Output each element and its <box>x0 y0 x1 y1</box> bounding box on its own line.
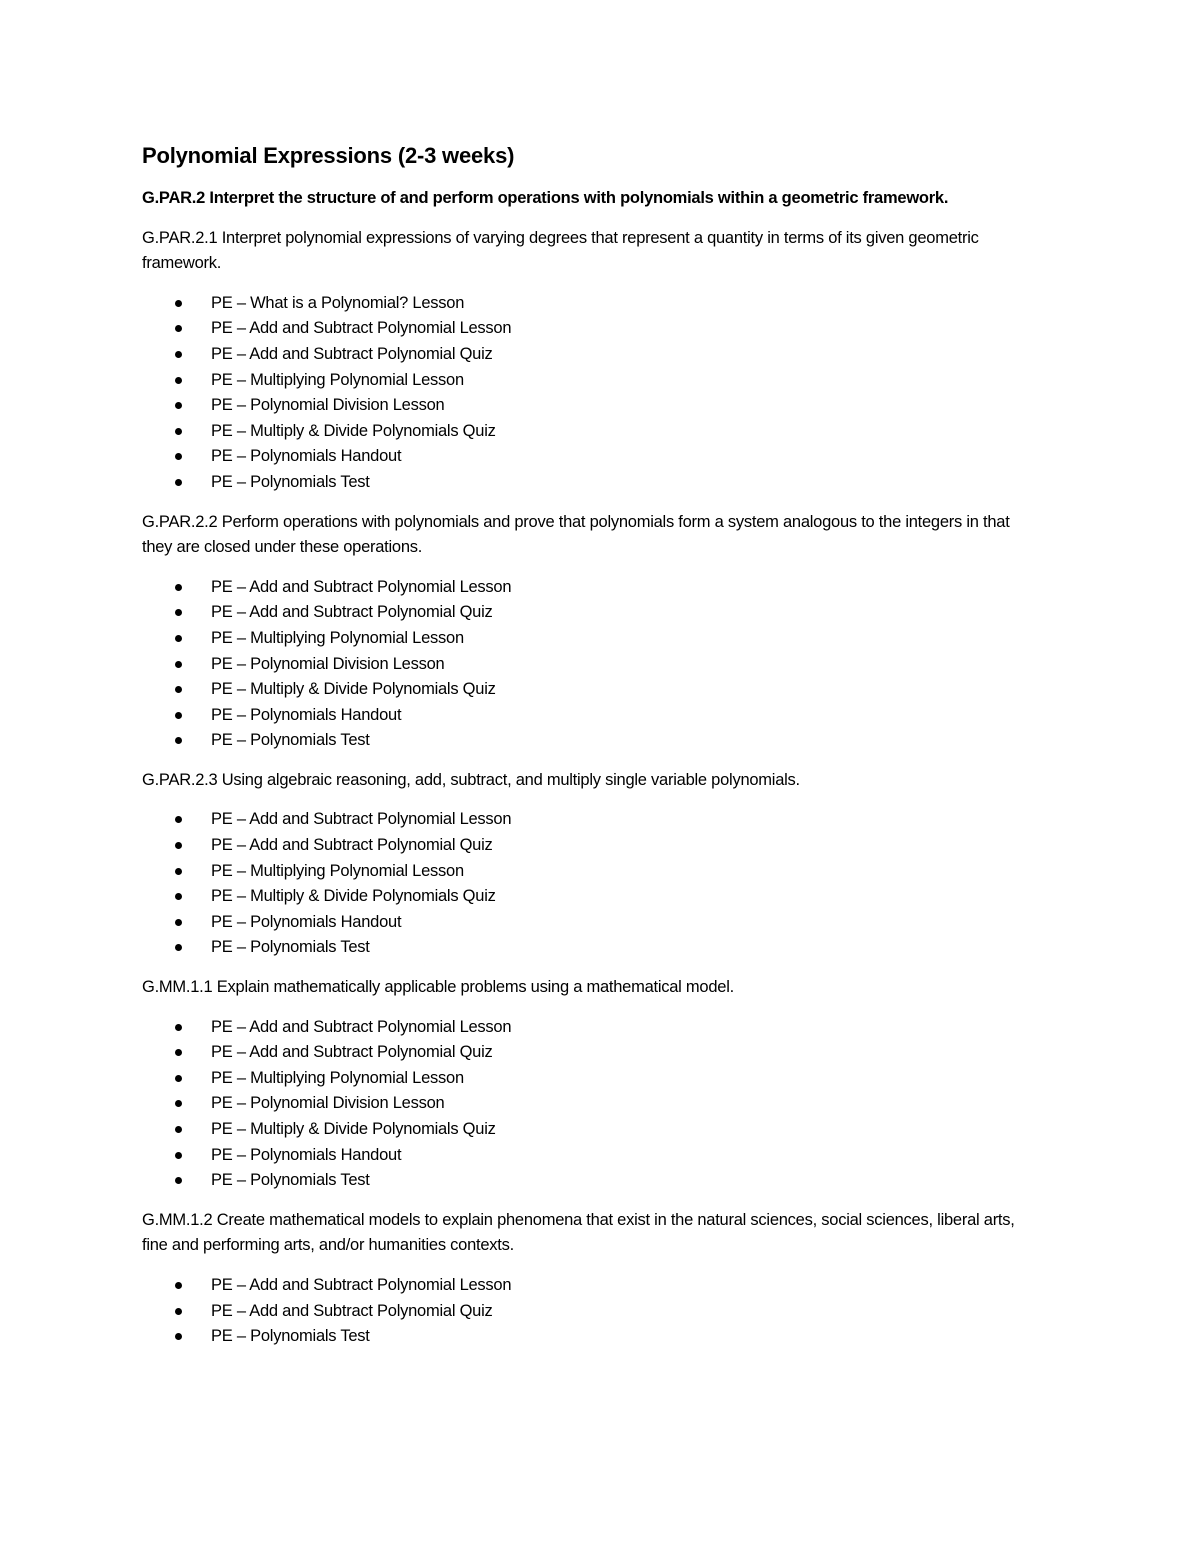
activity-list <box>142 575 1042 754</box>
standard-description: G.MM.1.1 Explain mathematically applicable problems using a mathematical model. <box>142 978 734 997</box>
bullet-icon <box>175 1308 182 1315</box>
list-item <box>142 1015 1042 1041</box>
list-item <box>142 935 1042 961</box>
standard-description: G.PAR.2.3 Using algebraic reasoning, add, subtract, and multiply single variable polynomials. <box>142 770 800 789</box>
list-item <box>142 1168 1042 1194</box>
bullet-icon <box>175 737 182 744</box>
list-item-label: PE – Polynomials Test <box>211 472 370 491</box>
bullet-icon <box>175 1333 182 1340</box>
list-item-label: PE – Multiply & Divide Polynomials Quiz <box>211 887 496 906</box>
bullet-icon <box>175 661 182 668</box>
bullet-icon <box>175 1126 182 1133</box>
list-item-label: PE – Polynomial Division Lesson <box>211 396 445 415</box>
standard-section <box>142 226 1042 496</box>
bullet-icon <box>175 325 182 332</box>
bullet-icon <box>175 428 182 435</box>
list-item-label: PE – What is a Polynomial? Lesson <box>211 293 465 312</box>
list-item-label: PE – Multiplying Polynomial Lesson <box>211 628 464 647</box>
list-item <box>142 1040 1042 1066</box>
list-item-label: PE – Add and Subtract Polynomial Quiz <box>211 1043 493 1062</box>
bullet-icon <box>175 1075 182 1082</box>
list-item-label: PE – Polynomials Test <box>211 731 370 750</box>
bullet-icon <box>175 377 182 384</box>
list-item <box>142 1273 1042 1299</box>
bullet-icon <box>175 816 182 823</box>
bullet-icon <box>175 609 182 616</box>
list-item <box>142 291 1042 317</box>
list-item-label: PE – Add and Subtract Polynomial Quiz <box>211 1301 493 1320</box>
standard-description: G.MM.1.2 Create mathematical models to explain phenomena that exist in the natural sciences, social sciences, liberal arts, fine and performing arts, and/or humanities contexts. <box>142 1210 1015 1255</box>
bullet-icon <box>175 686 182 693</box>
list-item-label: PE – Add and Subtract Polynomial Lesson <box>211 810 512 829</box>
list-item-label: PE – Polynomials Handout <box>211 912 402 931</box>
list-item-label: PE – Add and Subtract Polynomial Quiz <box>211 603 493 622</box>
bullet-icon <box>175 1152 182 1159</box>
list-item <box>142 444 1042 470</box>
bullet-icon <box>175 479 182 486</box>
list-item <box>142 652 1042 678</box>
list-item <box>142 600 1042 626</box>
list-item-label: PE – Polynomial Division Lesson <box>211 1094 445 1113</box>
bullet-icon <box>175 1049 182 1056</box>
bullet-icon <box>175 1282 182 1289</box>
list-item <box>142 703 1042 729</box>
main-standard-heading: G.PAR.2 Interpret the structure of and perform operations with polynomials within a geometric framework. <box>142 189 949 207</box>
list-item <box>142 833 1042 859</box>
bullet-icon <box>175 1024 182 1031</box>
list-item <box>142 859 1042 885</box>
list-item-label: PE – Add and Subtract Polynomial Lesson <box>211 1275 512 1294</box>
bullet-icon <box>175 868 182 875</box>
standard-description: G.PAR.2.2 Perform operations with polynomials and prove that polynomials form a system analogous to the integers in that they are closed under these operations. <box>142 512 1010 557</box>
standard-section <box>142 1208 1042 1350</box>
list-item <box>142 470 1042 496</box>
list-item <box>142 1324 1042 1350</box>
bullet-icon <box>175 635 182 642</box>
list-item <box>142 342 1042 368</box>
list-item <box>142 728 1042 754</box>
list-item-label: PE – Polynomials Handout <box>211 447 402 466</box>
list-item-label: PE – Multiplying Polynomial Lesson <box>211 370 464 389</box>
list-item-label: PE – Polynomials Test <box>211 1327 370 1346</box>
list-item-label: PE – Polynomial Division Lesson <box>211 654 445 673</box>
document-body <box>142 140 1042 1350</box>
list-item-label: PE – Polynomials Test <box>211 938 370 957</box>
standards-sections <box>142 226 1042 1350</box>
list-item-label: PE – Add and Subtract Polynomial Lesson <box>211 577 512 596</box>
activity-list <box>142 807 1042 961</box>
list-item <box>142 677 1042 703</box>
list-item <box>142 1091 1042 1117</box>
list-item-label: PE – Polynomials Handout <box>211 705 402 724</box>
bullet-icon <box>175 1177 182 1184</box>
standard-section <box>142 975 1042 1194</box>
bullet-icon <box>175 842 182 849</box>
bullet-icon <box>175 712 182 719</box>
list-item-label: PE – Multiply & Divide Polynomials Quiz <box>211 680 496 699</box>
list-item-label: PE – Multiply & Divide Polynomials Quiz <box>211 421 496 440</box>
list-item <box>142 1299 1042 1325</box>
activity-list <box>142 291 1042 496</box>
list-item <box>142 807 1042 833</box>
bullet-icon <box>175 919 182 926</box>
list-item <box>142 1143 1042 1169</box>
bullet-icon <box>175 402 182 409</box>
bullet-icon <box>175 584 182 591</box>
list-item <box>142 316 1042 342</box>
list-item <box>142 1066 1042 1092</box>
list-item-label: PE – Polynomials Handout <box>211 1145 402 1164</box>
list-item-label: PE – Multiplying Polynomial Lesson <box>211 861 464 880</box>
list-item <box>142 626 1042 652</box>
list-item <box>142 1117 1042 1143</box>
list-item <box>142 393 1042 419</box>
list-item-label: PE – Add and Subtract Polynomial Quiz <box>211 344 493 363</box>
standard-section <box>142 768 1042 961</box>
list-item <box>142 368 1042 394</box>
list-item-label: PE – Multiply & Divide Polynomials Quiz <box>211 1120 496 1138</box>
list-item-label: PE – Polynomials Test <box>211 1171 370 1190</box>
bullet-icon <box>175 453 182 460</box>
bullet-icon <box>175 1100 182 1107</box>
activity-list <box>142 1015 1042 1194</box>
list-item <box>142 910 1042 936</box>
list-item-label: PE – Add and Subtract Polynomial Lesson <box>211 319 512 338</box>
list-item <box>142 884 1042 910</box>
bullet-icon <box>175 300 182 307</box>
list-item <box>142 575 1042 601</box>
list-item-label: PE – Multiplying Polynomial Lesson <box>211 1068 464 1087</box>
bullet-icon <box>175 944 182 951</box>
document-title: Polynomial Expressions (2-3 weeks) <box>142 143 515 168</box>
standard-section <box>142 510 1042 754</box>
activity-list <box>142 1273 1042 1350</box>
list-item <box>142 419 1042 445</box>
bullet-icon <box>175 351 182 358</box>
bullet-icon <box>175 893 182 900</box>
list-item-label: PE – Add and Subtract Polynomial Quiz <box>211 836 493 855</box>
standard-description: G.PAR.2.1 Interpret polynomial expressions of varying degrees that represent a quantity in terms of its given geometric framework. <box>142 228 979 273</box>
list-item-label: PE – Add and Subtract Polynomial Lesson <box>211 1017 512 1036</box>
